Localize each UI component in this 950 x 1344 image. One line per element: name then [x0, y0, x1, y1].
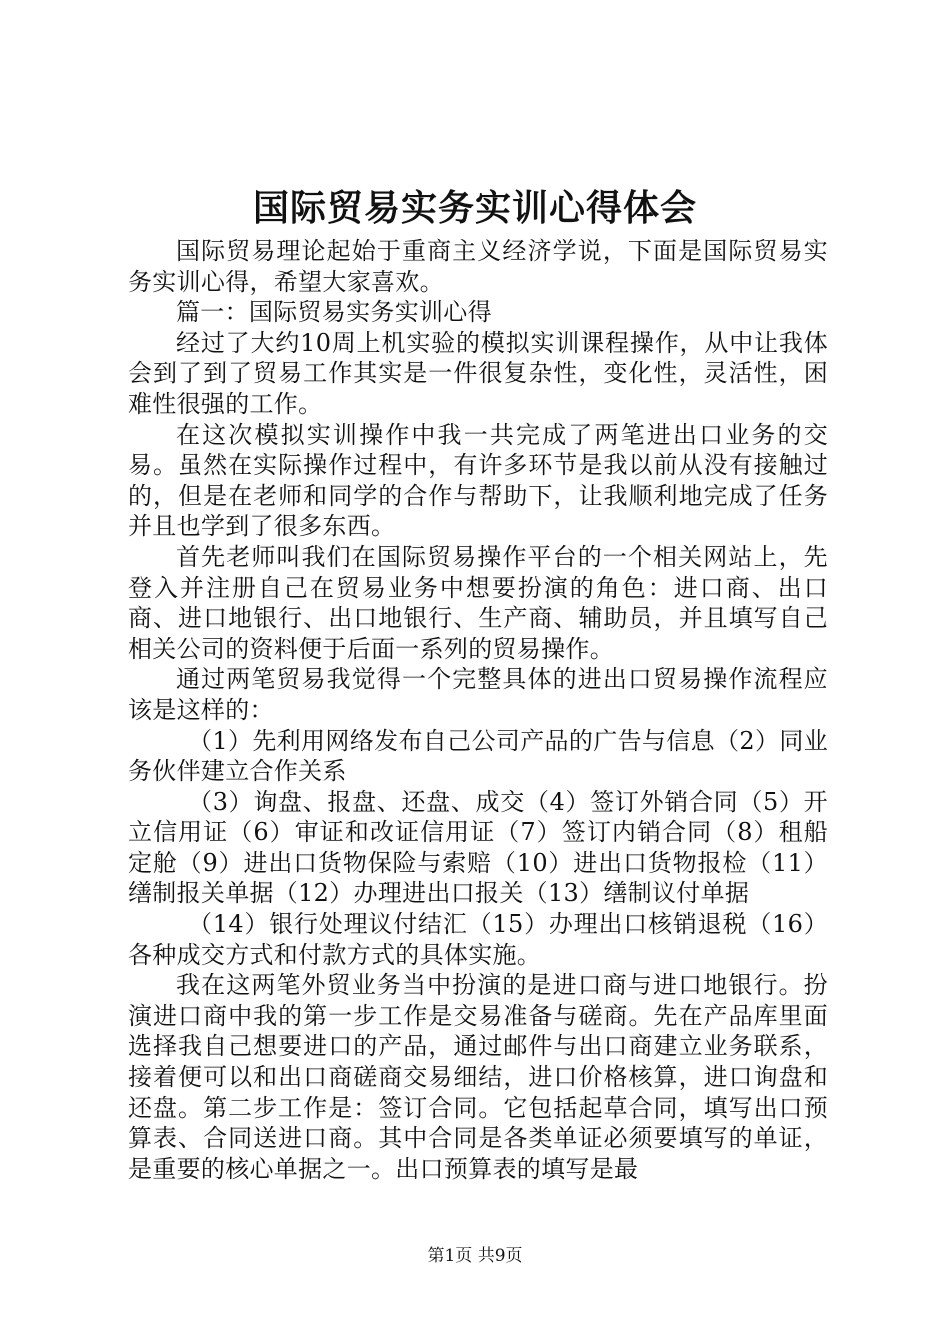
paragraph-section-heading: 篇一：国际贸易实务实训心得	[176, 298, 492, 327]
document-body	[128, 236, 828, 1184]
paragraph: 首先老师叫我们在国际贸易操作平台的一个相关网站上，先登入并注册自己在贸易业务中想要扮演的角色：进口商、出口商、进口地银行、出口地银行、生产商、辅助员，并且填写自己相关公司的资料便于后面一系列的贸易操作。	[128, 542, 828, 663]
paragraph: 在这次模拟实训操作中我一共完成了两笔进出口业务的交易。虽然在实际操作过程中，有许多环节是我以前从没有接触过的，但是在老师和同学的合作与帮助下，让我顺利地完成了任务并且也学到了很多东西。	[128, 420, 828, 541]
document-title: 国际贸易实务实训心得体会	[252, 187, 697, 229]
paragraph: 我在这两笔外贸业务当中扮演的是进口商与进口地银行。扮演进口商中我的第一步工作是交易准备与磋商。先在产品库里面选择我自己想要进口的产品，通过邮件与出口商建立业务联系，接着便可以和出口商磋商交易细结，进口价格核算，进口询盘和还盘。第二步工作是：签订合同。它包括起草合同，填写出口预算表、合同送进口商。其中合同是各类单证必须要填写的单证，是重要的核心单据之一。出口预算表的填写是最	[128, 971, 828, 1183]
paragraph: 通过两笔贸易我觉得一个完整具体的进出口贸易操作流程应该是这样的：	[128, 665, 828, 724]
paragraph-list-item: （14）银行处理议付结汇（15）办理出口核销退税（16）各种成交方式和付款方式的具体实施。	[128, 910, 828, 969]
paragraph-list-item: （3）询盘、报盘、还盘、成交（4）签订外销合同（5）开立信用证（6）审证和改证信用证（7）签订内销合同（8）租船定舱（9）进出口货物保险与索赔（10）进出口货物报检（11）缮制报关单据（12）办理进出口报关（13）缮制议付单据	[128, 787, 828, 908]
page-footer: 第1页 共9页	[427, 1246, 523, 1266]
paragraph-intro: 国际贸易理论起始于重商主义经济学说，下面是国际贸易实务实训心得，希望大家喜欢。	[128, 237, 828, 296]
paragraph-list-item: （1）先利用网络发布自己公司产品的广告与信息（2）同业务伙伴建立合作关系	[128, 726, 828, 786]
paragraph: 经过了大约10周上机实验的模拟实训课程操作，从中让我体会到了到了贸易工作其实是一件很复杂性，变化性，灵活性，困难性很强的工作。	[128, 328, 828, 418]
